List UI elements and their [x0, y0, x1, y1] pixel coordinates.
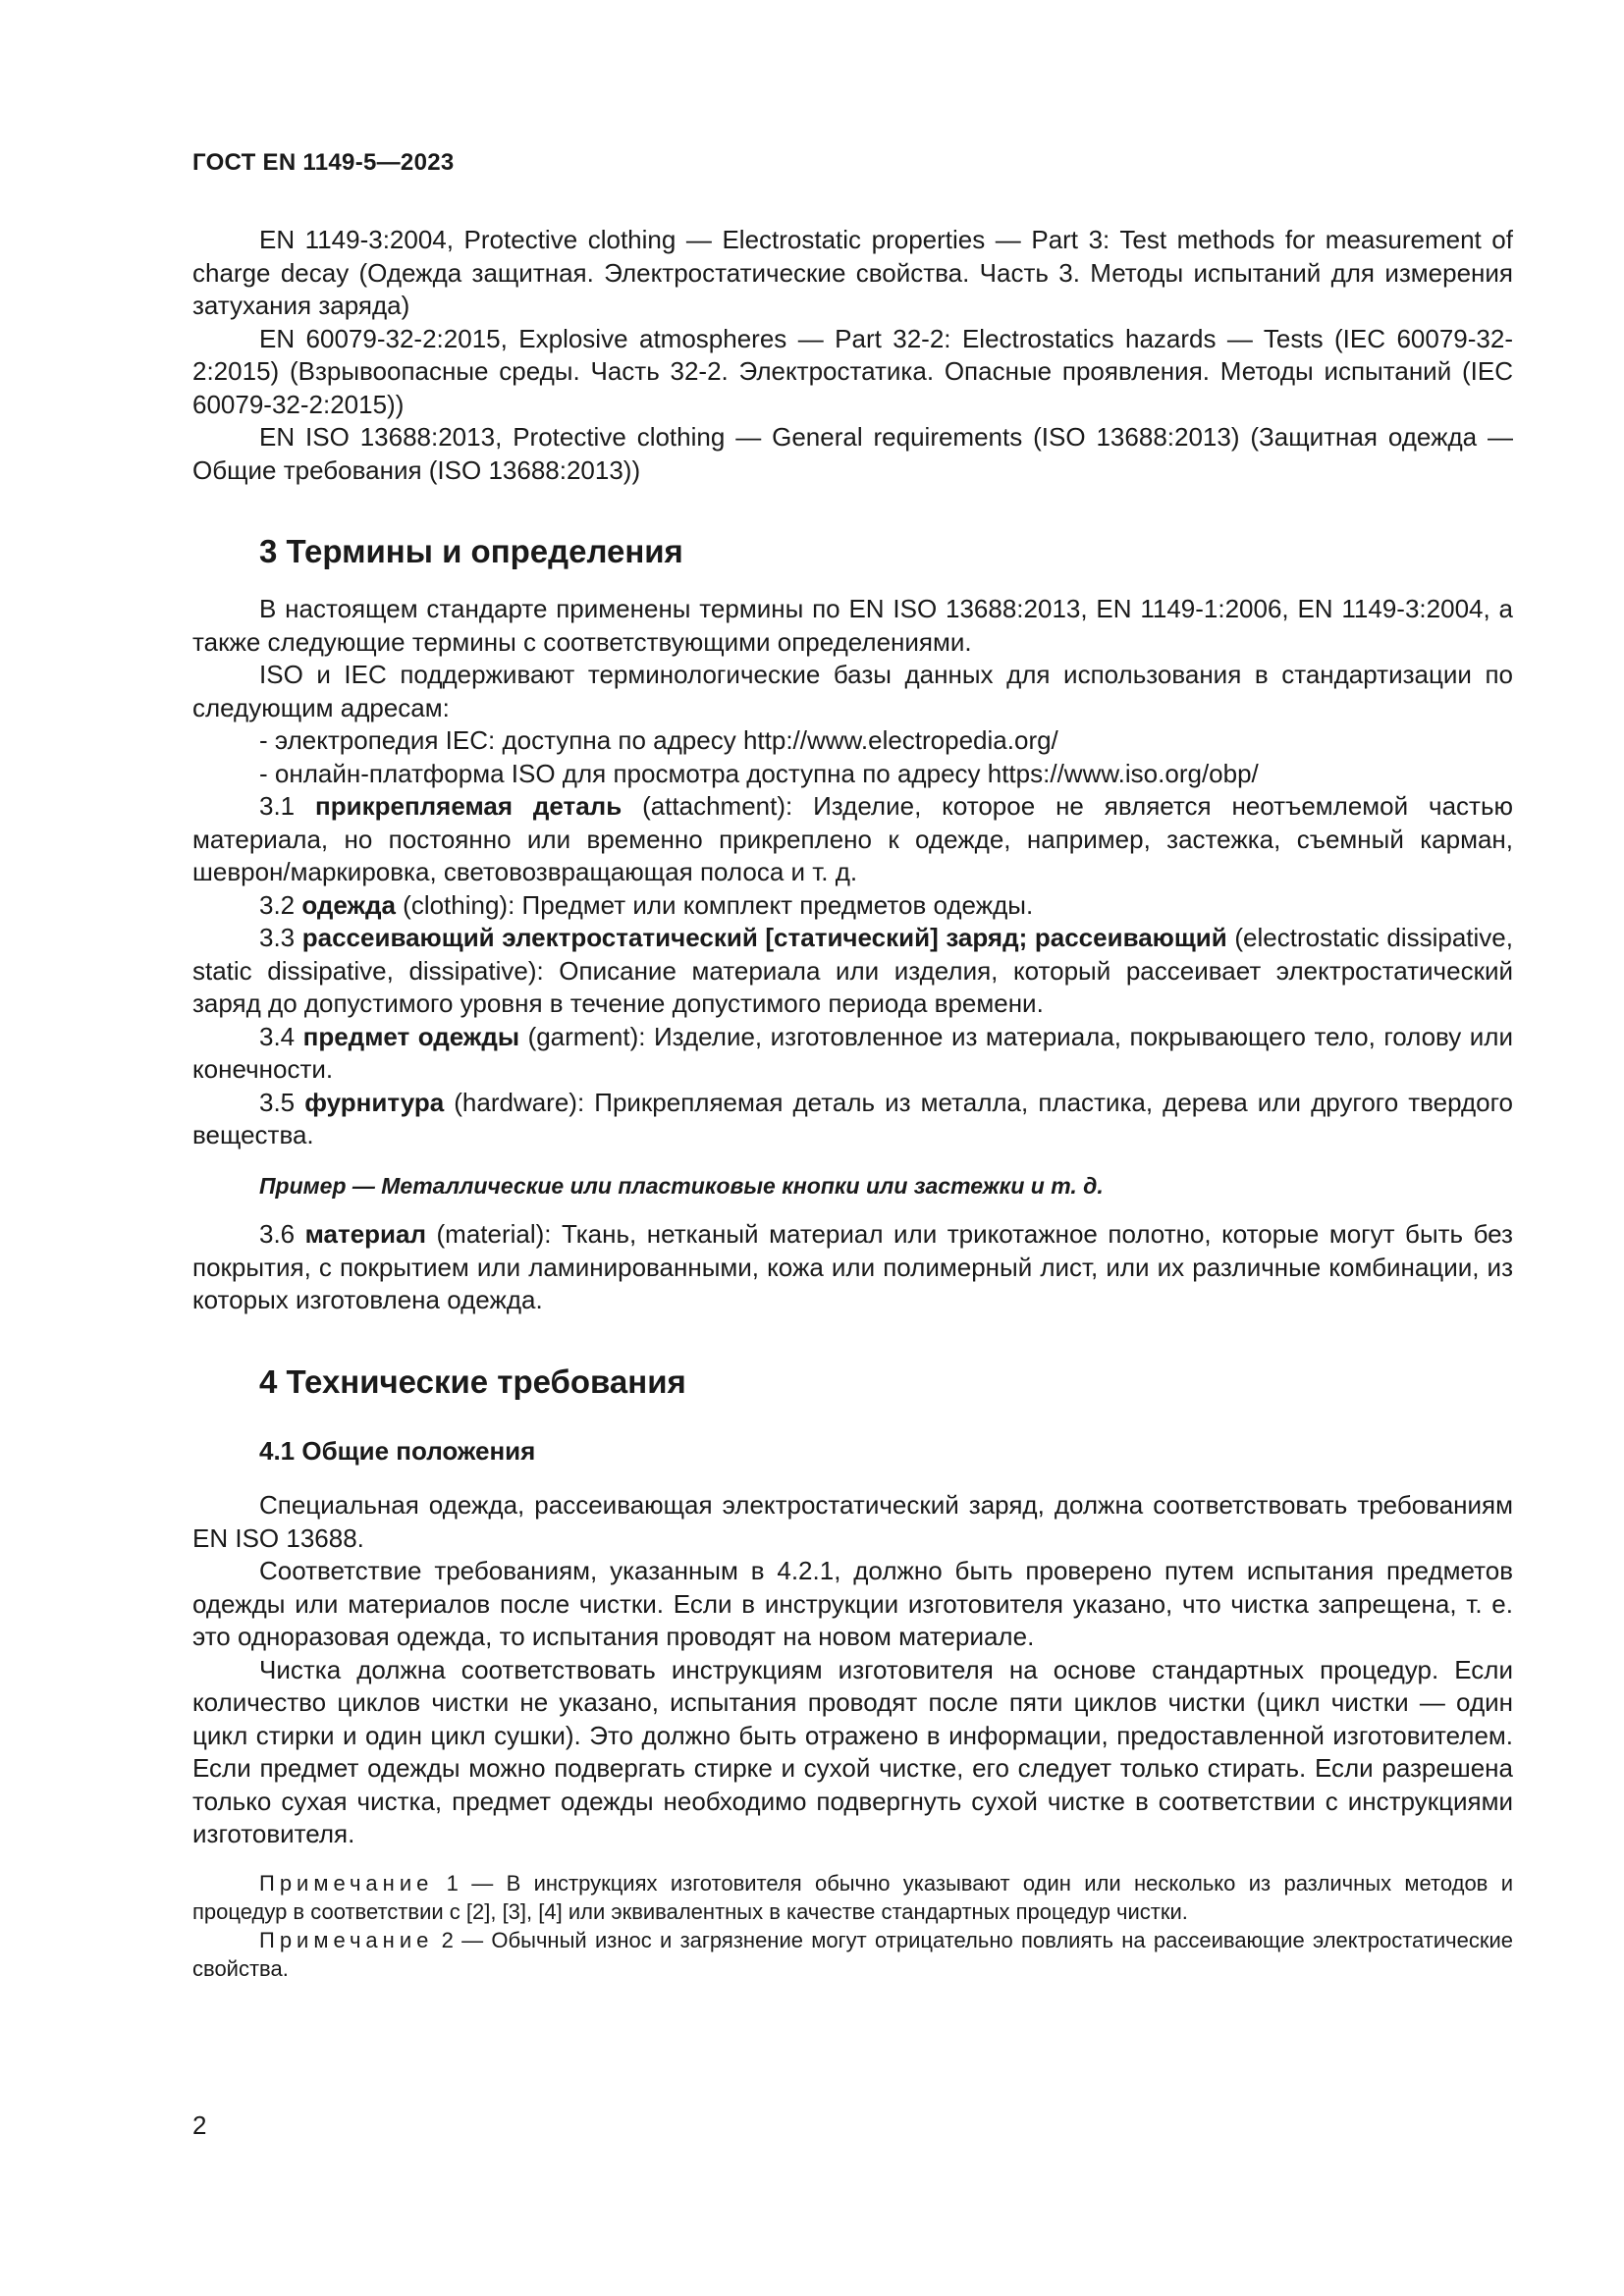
term-number: 3.5: [259, 1087, 305, 1117]
list-item: - онлайн-платформа ISO для просмотра доступна по адресу https://www.iso.org/obp/: [259, 758, 1259, 788]
document-header: ГОСТ EN 1149-5—2023: [192, 149, 455, 176]
term-name: одежда: [301, 889, 396, 920]
term-number: 3.1: [259, 791, 316, 821]
term-name: фурнитура: [304, 1087, 445, 1117]
note-label: Примечание: [259, 1927, 434, 1952]
term-text: (garment): Изделие, изготовленное из материала, покрывающего тело, голову или конечности.: [192, 1021, 1513, 1084]
normative-reference: EN 1149-3:2004, Protective clothing — Electrostatic properties — Part 3: Test methods for measurement of charge decay (Одежда защитная. Электростатические свойства. Часть 3. Методы испытаний для измерения затухания заряда): [192, 225, 1513, 320]
term-definition-3-4: [192, 1021, 1513, 1087]
section-4-title: 4 Технические требования: [259, 1362, 686, 1400]
term-text: (hardware): Прикрепляемая деталь из металла, пластика, дерева или другого твердого вещества.: [192, 1087, 1513, 1149]
note-text: 1 — В инструкциях изготовителя обычно указывают один или несколько из различных методов и процедур в соответствии с [2], [3], [4] или эквивалентных в качестве стандартных процедур чистки.: [192, 1870, 1513, 1924]
term-definition-3-6: [192, 1218, 1513, 1317]
term-name: материал: [304, 1219, 427, 1249]
term-text: (electrostatic dissipative, static dissipative, dissipative): Описание материала или изделия, который рассеивает электростатический заряд до допустимого уровня в течение допустимого периода времени.: [192, 923, 1513, 1018]
normative-reference: EN ISO 13688:2013, Protective clothing — General requirements (ISO 13688:2013) (Защитная одежда — Общие требования (ISO 13688:2013)): [192, 422, 1513, 485]
term-name: рассеивающий электростатический [статический] заряд; рассеивающий: [301, 923, 1227, 952]
term-name: прикрепляемая деталь: [315, 791, 623, 821]
term-number: 3.4: [259, 1021, 303, 1051]
term-definition-3-3: [192, 922, 1513, 1021]
term-number: 3.2: [259, 889, 302, 920]
note-text: 2 — Обычный износ и загрязнение могут отрицательно повлиять на рассеивающие электростатические свойства.: [192, 1927, 1513, 1981]
paragraph: Чистка должна соответствовать инструкциям изготовителя на основе стандартных процедур. Если количество циклов чистки не указано, испытания проводят после пяти циклов чистки (цикл чистки — один цикл стирки и один цикл сушки). Это должно быть отражено в информации, предоставленной изготовителем. Если предмет одежды можно подвергать стирке и сухой чистке, его следует только стирать. Если разрешена только сухая чистка, предмет одежды необходимо подвергнуть сухой чистке в соответствии с инструкциями изготовителя.: [192, 1654, 1513, 1848]
term-text: (material): Ткань, нетканый материал или трикотажное полотно, которые могут быть без покрытия, с покрытием или ламинированными, кожа или полимерный лист, или их различные комбинации, из которых изготовлена одежда.: [192, 1219, 1513, 1314]
term-definition-3-2: [192, 889, 1513, 923]
note-2: [192, 1926, 1513, 1983]
paragraph: Соответствие требованиям, указанным в 4.2.1, должно быть проверено путем испытания предметов одежды или материалов после чистки. Если в инструкции изготовителя указано, что чистка запрещена, т. е. это одноразовая одежда, то испытания проводят на новом материале.: [192, 1556, 1513, 1651]
paragraph: Специальная одежда, рассеивающая электростатический заряд, должна соответствовать требованиям EN ISO 13688.: [192, 1490, 1513, 1553]
subsection-4-1-title: 4.1 Общие положения: [259, 1435, 536, 1466]
section-3-intro: В настоящем стандарте применены термины по EN ISO 13688:2013, EN 1149-1:2006, EN 1149-3:2004, а также следующие термины с соответствующими определениями.: [192, 594, 1513, 657]
term-name: предмет одежды: [302, 1021, 520, 1051]
term-text: (clothing): Предмет или комплект предметов одежды.: [395, 889, 1034, 920]
term-number: 3.6: [259, 1219, 305, 1249]
section-3-title: 3 Термины и определения: [259, 533, 683, 569]
page-content: [192, 224, 1513, 1983]
term-definition-3-1: [192, 790, 1513, 889]
term-number: 3.3: [259, 923, 302, 952]
note-1: [192, 1869, 1513, 1926]
term-text: (attachment): Изделие, которое не является неотъемлемой частью материала, но постоянно или временно прикреплено к одежде, например, застежка, съемный карман, шеврон/маркировка, световозвращающая полоса и т. д.: [192, 791, 1514, 886]
list-item: - электропедия IEC: доступна по адресу http://www.electropedia.org/: [259, 725, 1058, 755]
page-number: 2: [192, 2110, 207, 2140]
term-definition-3-5: [192, 1087, 1513, 1152]
note-label: Примечание: [259, 1870, 434, 1896]
section-3-intro: ISO и IEC поддерживают терминологические базы данных для использования в стандартизации по следующим адресам:: [192, 660, 1513, 722]
example-text: Пример — Металлические или пластиковые кнопки или застежки и т. д.: [259, 1172, 1104, 1199]
normative-reference: EN 60079-32-2:2015, Explosive atmospheres — Part 32-2: Electrostatics hazards — Tests (IEC 60079-32-2:2015) (Взрывоопасные среды. Часть 32-2. Электростатика. Опасные проявления. Методы испытаний (IEC 60079-32-2:2015)): [192, 323, 1513, 419]
